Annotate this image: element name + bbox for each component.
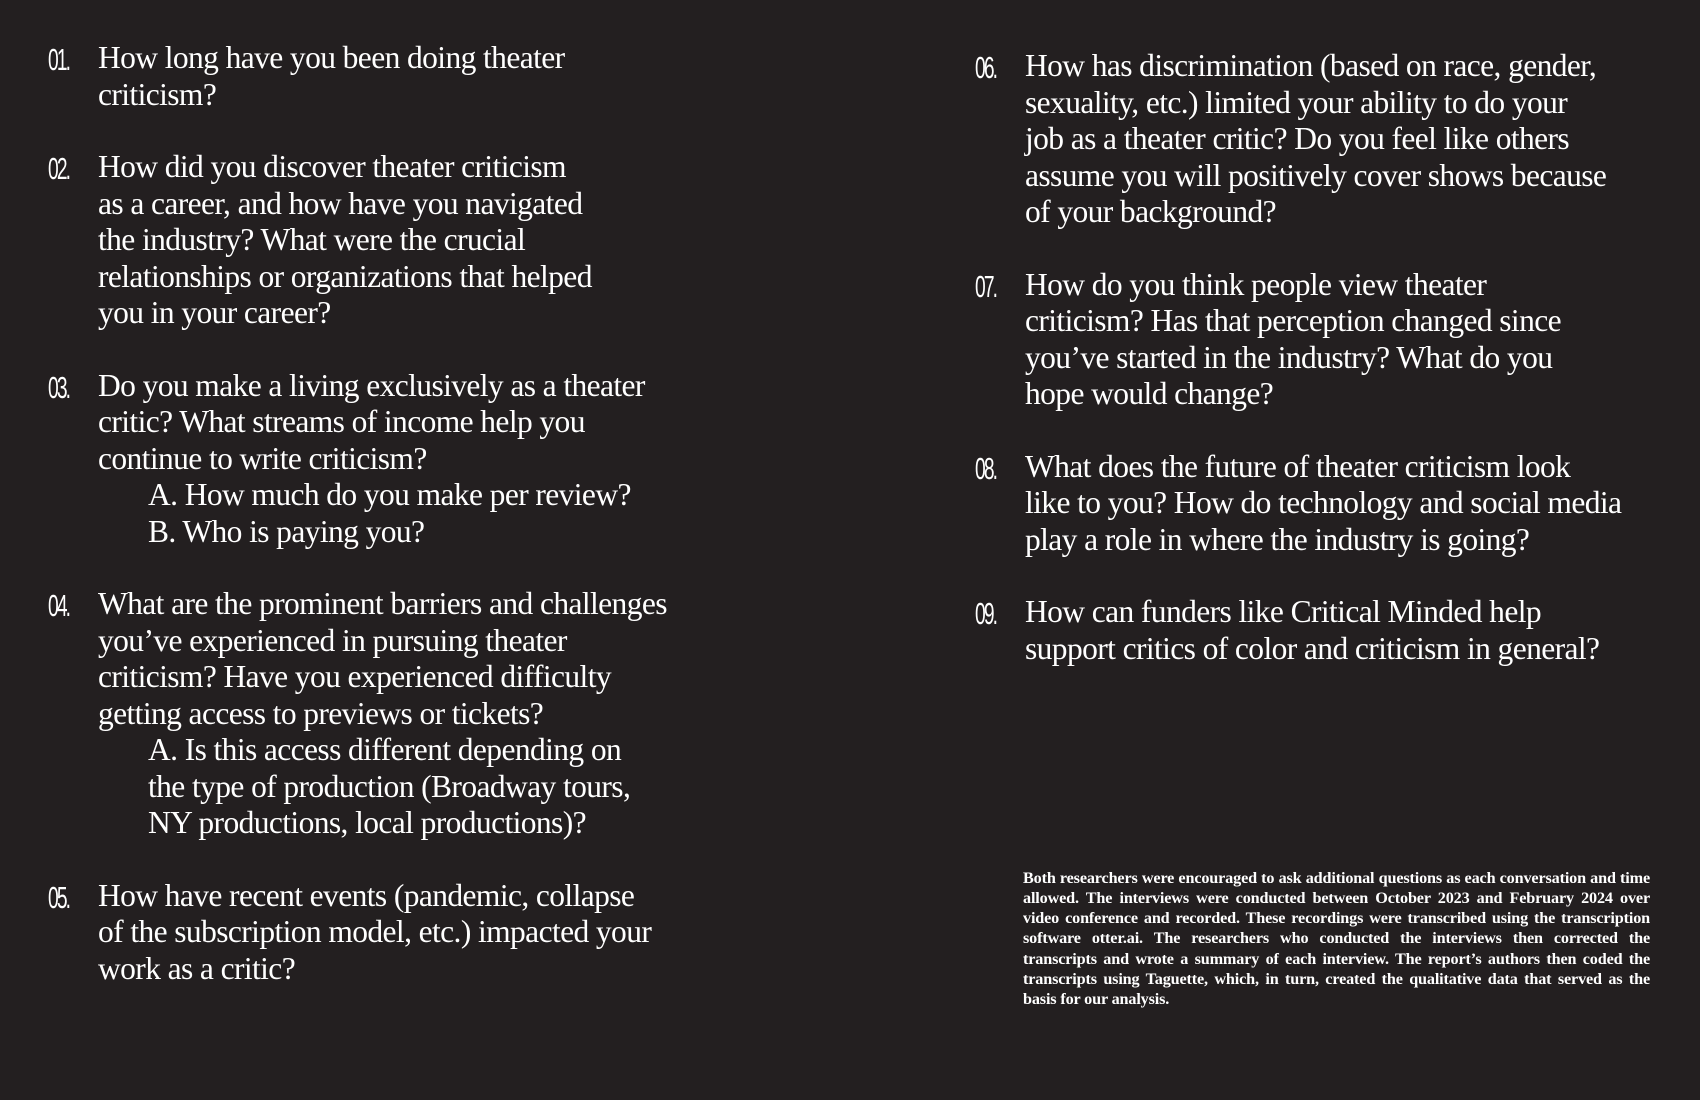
- question-text: How did you discover theater criticism as a career, and how have you navigated the industry? What were the crucial relationships or organizations that helped you in your career?: [98, 149, 592, 330]
- question-number: 02.: [48, 151, 70, 186]
- question-body: [1025, 48, 1675, 231]
- sub-question-b: B. Who is paying you?: [148, 513, 425, 549]
- question-text: What does the future of theater criticism look like to you? How do technology and social media play a role in where the industry is going?: [1025, 448, 1622, 557]
- question-04: [48, 586, 850, 842]
- question-08: [975, 449, 1675, 559]
- sub-question-list: [98, 732, 850, 842]
- question-body: [98, 368, 850, 551]
- question-number: 07.: [975, 268, 997, 304]
- question-body: [1025, 267, 1675, 413]
- right-question-column: [975, 0, 1675, 703]
- question-number: 06.: [975, 50, 997, 85]
- question-body: [1025, 594, 1675, 667]
- question-05: [48, 878, 850, 988]
- question-text: How do you think people view theater criticism? Has that perception changed since you’ve started in the industry? What do you hope would change?: [1025, 266, 1562, 411]
- question-07: [975, 267, 1675, 413]
- question-body: [98, 149, 850, 332]
- question-number: 03.: [48, 369, 70, 405]
- question-text: How long have you been doing theater criticism?: [98, 40, 565, 112]
- methodology-note: Both researchers were encouraged to ask additional questions as each conversation and time allowed. The interviews were conducted between October 2023 and February 2024 over video conference and recorded. These recordings were transcribed using the transcription software otter.ai. The researchers who conducted the interviews then corrected the transcripts and wrote a summary of each interview. The report’s authors then coded the transcripts using Taguette, which, in turn, created the qualitative data that served as the basis for our analysis.: [1023, 869, 1650, 1008]
- question-number: 04.: [48, 588, 70, 623]
- question-text: What are the prominent barriers and challenges you’ve experienced in pursuing theater criticism? Have you experienced difficulty getting access to previews or tickets?: [98, 586, 667, 731]
- question-01: [48, 40, 850, 113]
- question-number: 01.: [48, 42, 70, 77]
- question-number: 05.: [48, 879, 70, 915]
- question-02: [48, 149, 850, 332]
- question-body: [98, 586, 850, 842]
- sub-question-a: A. Is this access different depending on the type of production (Broadway tours, NY productions, local productions)?: [148, 732, 631, 840]
- sub-question-list: [98, 477, 850, 550]
- question-text: Do you make a living exclusively as a theater critic? What streams of income help you continue to write criticism?: [98, 367, 645, 476]
- question-text: How has discrimination (based on race, gender, sexuality, etc.) limited your ability to do your job as a theater critic? Do you feel like others assume you will positively cover shows because of your background?: [1025, 48, 1607, 229]
- question-text: How can funders like Critical Minded help support critics of color and criticism in general?: [1025, 594, 1600, 666]
- question-09: [975, 594, 1675, 667]
- question-06: [975, 48, 1675, 231]
- question-number: 09.: [975, 596, 997, 631]
- question-body: [98, 40, 850, 113]
- question-text: How have recent events (pandemic, collapse of the subscription model, etc.) impacted your work as a critic?: [98, 877, 652, 986]
- question-body: [1025, 449, 1675, 559]
- question-body: [98, 878, 850, 988]
- sub-question-a: A. How much do you make per review?: [148, 477, 631, 512]
- question-03: [48, 368, 850, 551]
- question-number: 08.: [975, 450, 997, 486]
- left-question-column: [0, 0, 850, 1023]
